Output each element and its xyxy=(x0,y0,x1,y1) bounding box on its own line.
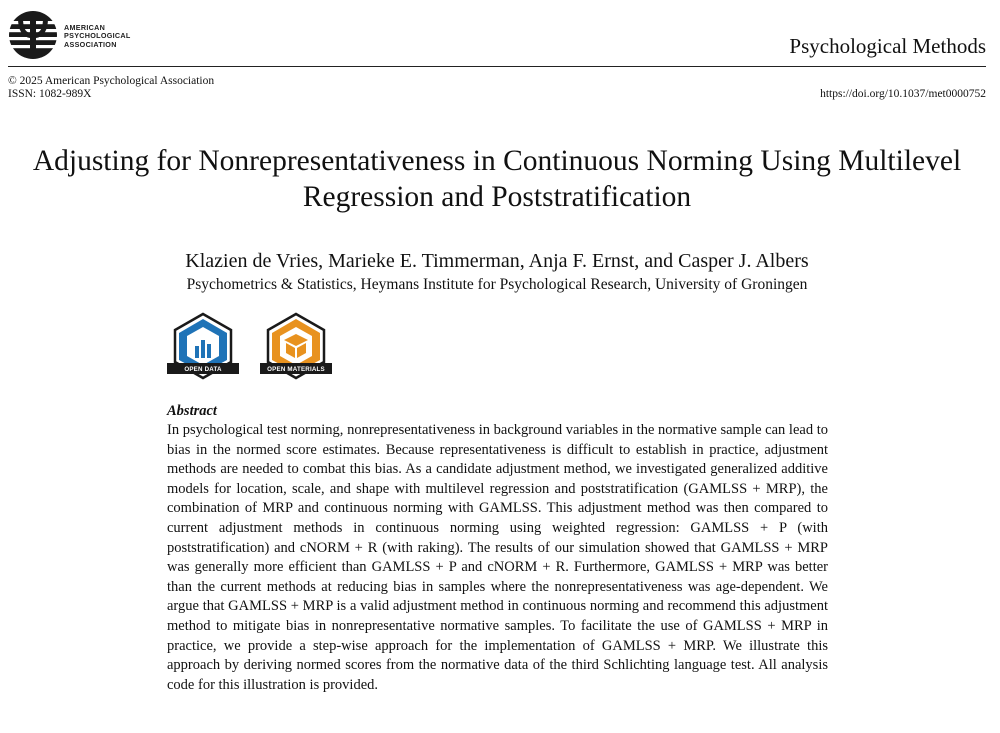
journal-name: Psychological Methods xyxy=(789,34,986,58)
publisher-line: ASSOCIATION xyxy=(64,39,117,49)
title-line: Adjusting for Nonrepresentativeness in Continuous Norming Using Multilevel xyxy=(32,145,962,177)
open-data-badge[interactable] xyxy=(167,312,239,382)
publisher-wordmark xyxy=(64,24,131,49)
article-title xyxy=(0,143,994,215)
header-divider xyxy=(8,66,986,67)
publication-meta xyxy=(8,75,214,101)
publisher-line: PSYCHOLOGICAL xyxy=(64,31,131,41)
apa-logo-icon xyxy=(8,10,58,60)
badge-label: OPEN DATA xyxy=(184,366,222,373)
title-line: Regression and Poststratification xyxy=(302,181,692,213)
doi-link[interactable]: https://doi.org/10.1037/met0000752 xyxy=(820,88,986,100)
open-materials-badge[interactable] xyxy=(260,312,332,382)
publisher-line: AMERICAN xyxy=(64,23,106,32)
author-list: Klazien de Vries, Marieke E. Timmerman, Anja F. Ernst, and Casper J. Albers xyxy=(185,250,809,272)
issn: ISSN: 1082-989X xyxy=(8,88,92,100)
badge-label: OPEN MATERIALS xyxy=(267,366,325,373)
author-affiliation: Psychometrics & Statistics, Heymans Institute for Psychological Research, University of Groningen xyxy=(186,276,808,293)
abstract-text: In psychological test norming, nonrepresentativeness in background variables in the normative sample can lead to bias in the normed score estimates. Because representativeness is difficult to establish in practice, adjustment methods are needed to combat this bias. As a candidate adjustment method, we investigated generalized additive models for location, scale, and shape with multilevel regression and poststratification (GAMLSS + MRP), the combination of MRP and continuous norming with GAMLSS. This adjustment method was then compared to current adjustment methods in continuous norming using weighted regression: GAMLSS + P (with poststratification) and cNORM + R (with raking). The results of our simulation showed that GAMLSS + MRP was generally more efficient than GAMLSS + P and cNORM + R. Furthermore, GAMLSS + MRP was better than the current methods at reducing bias in samples where the nonrepresentativeness was age-dependent. We argue that GAMLSS + MRP is a valid adjustment method in continuous norming and recommend this adjustment method to mitigate bias in nonrepresentative normative samples. To facilitate the use of GAMLSS + MRP in practice, we provide a step-wise approach for the implementation of GAMLSS + MRP. We illustrate this approach by deriving normed scores from the normative data of the third Schlichting language test. All analysis code for this illustration is provided. xyxy=(167,422,828,693)
copyright-notice: © 2025 American Psychological Association xyxy=(8,75,215,87)
abstract-heading: Abstract xyxy=(167,403,217,419)
